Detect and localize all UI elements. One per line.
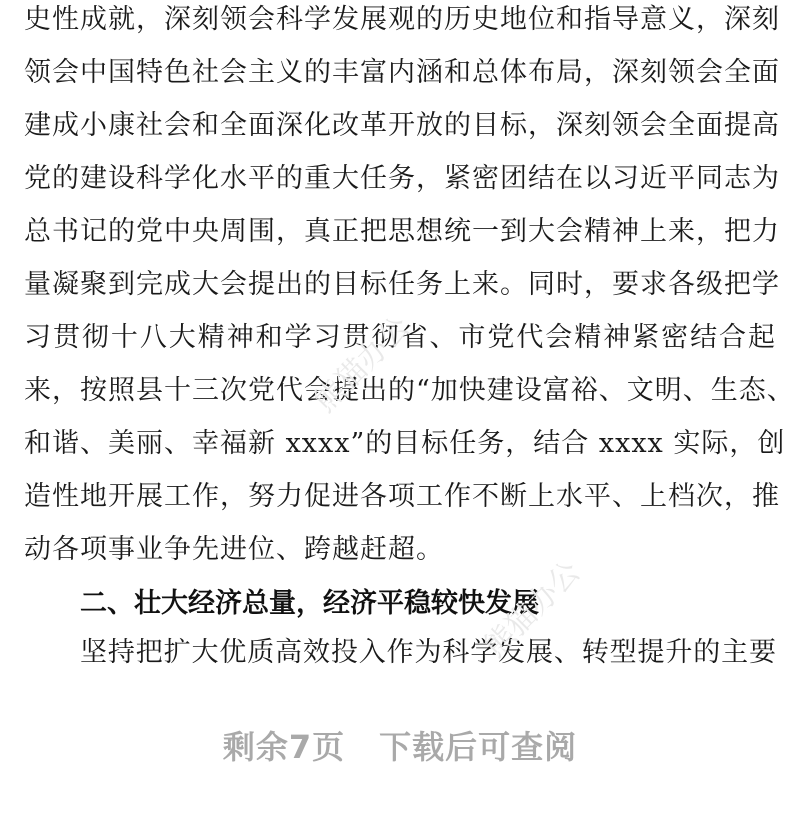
text-line: 建成小康社会和全面深化改革开放的目标，深刻领会全面提高 xyxy=(24,110,780,141)
text-line: 来，按照县十三次党代会提出的“加快建设富裕、文明、生态、 xyxy=(24,375,795,406)
text-line: 总书记的党中央周围，真正把思想统一到大会精神上来，把力 xyxy=(24,216,780,247)
text-line: 造性地开展工作，努力促进各项工作不断上水平、上档次，推 xyxy=(24,481,780,512)
paragraph-start: 坚持把扩大优质高效投入作为科学发展、转型提升的主要 xyxy=(80,637,776,668)
section-heading: 二、壮大经济总量，经济平稳较快发展 xyxy=(80,588,539,619)
download-more-banner[interactable] xyxy=(0,722,800,768)
watermark-text: 熊猫办公 xyxy=(307,309,418,420)
text-line: 史性成就，深刻领会科学发展观的历史地位和指导意义，深刻 xyxy=(24,4,780,35)
text-line: 习贯彻十八大精神和学习贯彻省、市党代会精神紧密结合起 xyxy=(24,322,776,353)
text-line: 和谐、美丽、幸福新 xxxx”的目标任务，结合 xxxx 实际，创 xyxy=(24,428,786,459)
download-to-view-label: 下载后可查阅 xyxy=(379,728,578,766)
text-line: 动各项事业争先进位、跨越赶超。 xyxy=(24,534,444,565)
remaining-pages-label: 剩余7页 xyxy=(222,728,346,766)
text-line: 党的建设科学化水平的重大任务，紧密团结在以习近平同志为 xyxy=(24,163,780,194)
text-line: 量凝聚到完成大会提出的目标任务上来。同时，要求各级把学 xyxy=(24,269,780,300)
watermark-text: 熊猫办公 xyxy=(477,554,588,665)
text-line: 领会中国特色社会主义的丰富内涵和总体布局，深刻领会全面 xyxy=(24,57,780,88)
